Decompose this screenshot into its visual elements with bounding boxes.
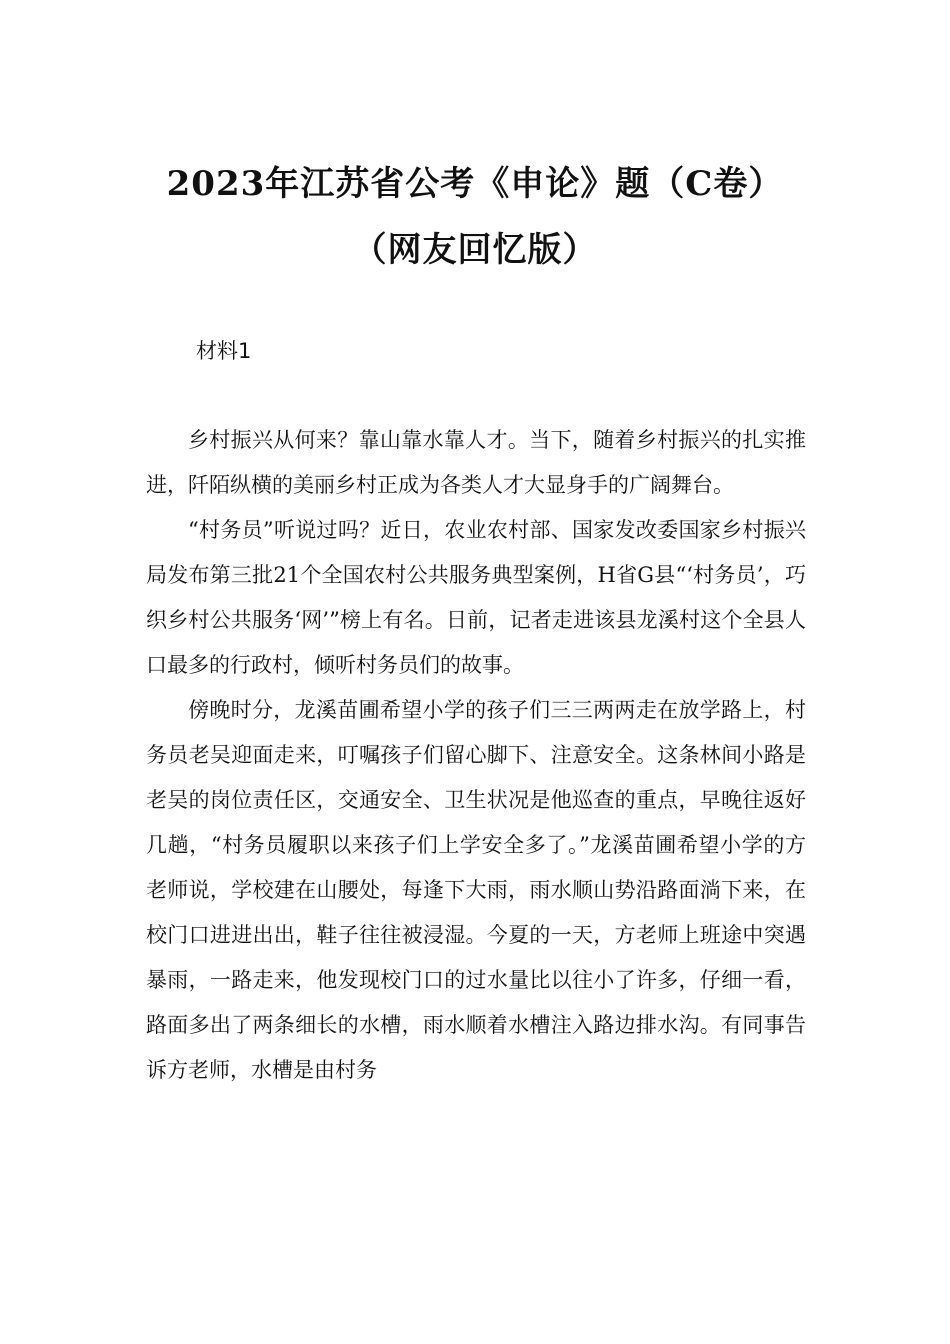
paragraph: 傍晚时分，龙溪苗圃希望小学的孩子们三三两两走在放学路上，村务员老吴迎面走来，叮嘱孩子们留心脚下、注意安全。这条林间小路是老吴的岗位责任区，交通安全、卫生状况是他巡查的重点，早晚往返好几趟，“村务员履职以来孩子们上学安全多了。”龙溪苗圃希望小学的方老师说，学校建在山腰处，每逢下大雨，雨水顺山势沿路面淌下来，在校门口进进出出，鞋子往往被浸湿。今夏的一天，方老师上班途中突遇暴雨，一路走来，他发现校门口的过水量比以往小了许多，仔细一看，路面多出了两条细长的水槽，雨水顺着水槽注入路边排水沟。有同事告诉方老师，水槽是由村务	[146, 698, 806, 1082]
document-title: 2023年江苏省公考《申论》题（C卷）	[166, 164, 784, 204]
section-label: 材料1	[196, 339, 252, 363]
paragraph: 乡村振兴从何来？靠山靠水靠人才。当下，随着乡村振兴的扎实推进，阡陌纵横的美丽乡村正成为各类人才大显身手的广阔舞台。	[146, 428, 806, 497]
document-subtitle: （网友回忆版）	[352, 230, 598, 270]
paragraph: “村务员”听说过吗？近日，农业农村部、国家发改委国家乡村振兴局发布第三批21个全国农村公共服务典型案例，H省G县“‘村务员’，巧织乡村公共服务‘网’”榜上有名。日前，记者走进该县龙溪村这个全县人口最多的行政村，倾听村务员们的故事。	[146, 518, 806, 677]
document-body	[146, 418, 806, 1093]
